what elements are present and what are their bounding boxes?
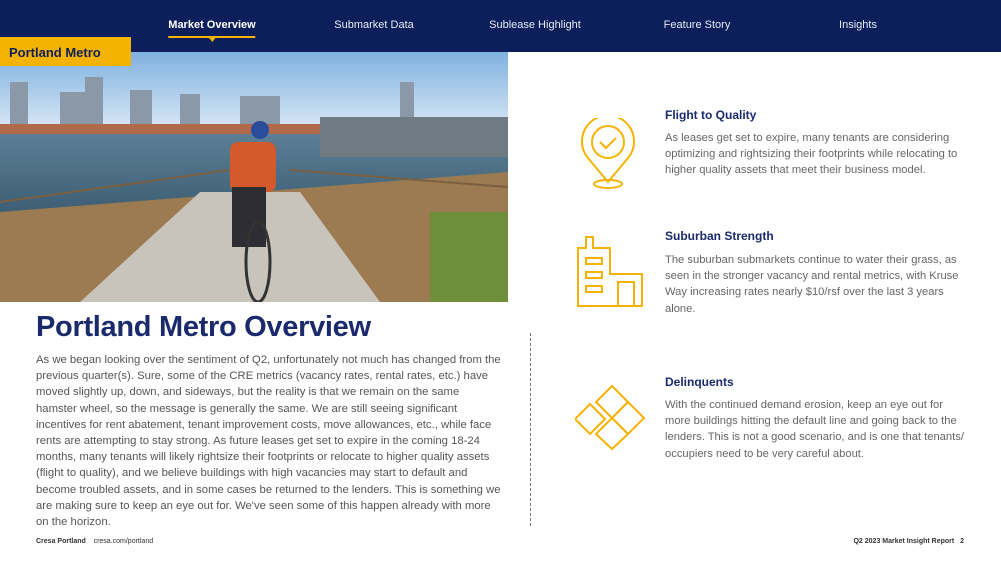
- diamonds-icon: [575, 385, 645, 451]
- page-number: 2: [960, 538, 964, 545]
- highlight-text: As leases get set to expire, many tenants are considering optimizing and rightsizing their footprints while relocating to higher quality assets that meet their business model.: [665, 132, 958, 177]
- top-nav: [0, 0, 1001, 52]
- footer-left: [36, 538, 153, 545]
- footer-right: [853, 538, 964, 545]
- footer-url[interactable]: cresa.com/portland: [93, 538, 154, 545]
- highlight-title: Flight to Quality: [665, 108, 757, 122]
- tab-label: Market Overview: [168, 19, 256, 31]
- highlight-text: The suburban submarkets continue to water their grass, as seen in the stronger vacancy and rental metrics, with Kruse Way increasing rates nearly $10/rsf over the last 3 years alone.: [665, 254, 959, 315]
- footer-report: Q2 2023 Market Insight Report: [853, 538, 955, 545]
- page-title: Portland Metro Overview: [36, 311, 371, 343]
- hero-photo-cyclist-bridge: [0, 52, 508, 302]
- highlight-title: Delinquents: [665, 375, 734, 389]
- footer-company: Cresa Portland: [36, 538, 86, 545]
- section-badge: Portland Metro: [0, 37, 131, 66]
- active-caret-icon: [208, 37, 216, 42]
- column-divider: [530, 333, 531, 526]
- tab-feature-story[interactable]: Feature Story: [663, 19, 731, 31]
- highlight-title: Suburban Strength: [665, 229, 774, 243]
- highlight-text: With the continued demand erosion, keep an eye out for more buildings hitting the default line and going back to the lenders. This is not a good scenario, and is one that tenants/ occupiers need to be very careful about.: [665, 399, 964, 460]
- tab-sublease-highlight[interactable]: Sublease Highlight: [489, 19, 581, 31]
- overview-body: As we began looking over the sentiment of Q2, unfortunately not much has changed from the previous quarter(s). Sure, some of the CRE metrics (vacancy rates, rental rates, etc.) have moved slightly up, down, and sideways, but the reality is that we remain on the same hamster wheel, so the message is generally the same. We are still seeing significant incentives for rent abatement, tenant improvement costs, move allowances, etc., while face rents are attempting to stay strong. As future leases get set to expire in the coming 18-24 months, many tenants will likely rightsize their footprints or relocate to higher quality assets (flight to quality), and we believe buildings with high vacancies may start to default and become troubled assets, and in some cases be returned to the lenders. This is something we are making sure to keep an eye out for. We've seen some of this happen already with more on the horizon.: [36, 354, 501, 529]
- location-check-icon: [580, 118, 636, 192]
- tab-market-overview[interactable]: [168, 19, 255, 31]
- tab-submarket-data[interactable]: Submarket Data: [334, 19, 414, 31]
- building-icon: [576, 236, 646, 310]
- tab-insights[interactable]: Insights: [839, 19, 877, 31]
